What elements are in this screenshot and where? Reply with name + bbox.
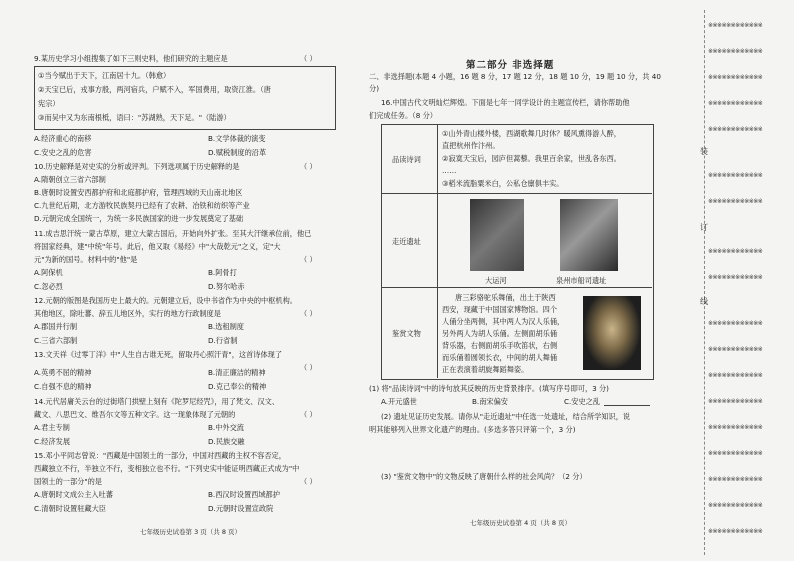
q9-stem: 9.某历史学习小组搜集了如下三则史料，他们研究的主题应是 xyxy=(34,54,228,63)
page-footer-left: 七年级历史试卷第 3 页（共 8 页） xyxy=(140,528,242,536)
q9-option-b: B.文学体裁的演变 xyxy=(208,134,266,143)
q15-option-a: A.唐朝时文成公主入吐蕃 xyxy=(34,490,113,499)
section-instruction-2: 分) xyxy=(369,84,379,93)
q9-source-2b: 宪宗） xyxy=(38,99,60,108)
binding-stars: ※※※※※※※※※※※※ xyxy=(708,502,763,509)
binding-stars: ※※※※※※※※※※※※ xyxy=(708,126,763,133)
q15-option-d: D.元朝时设置宣政院 xyxy=(208,504,274,513)
q15-stem-3: 国领土的一部分"的是 xyxy=(34,477,102,486)
answer-paren: （ ） xyxy=(300,309,317,318)
q15-stem-2: 西藏独立不行，半独立不行，变相独立也不行。"下列史实中能证明西藏正式成为"中 xyxy=(34,464,300,473)
binding-stars: ※※※※※※※※※※※※ xyxy=(708,320,763,327)
q14-option-d: D.民族交融 xyxy=(208,437,245,446)
section-title: 第二部分 非选择题 xyxy=(466,60,555,71)
q13-option-d: D.克己奉公的精神 xyxy=(208,382,267,391)
q9-option-a: A.经济重心的南移 xyxy=(34,134,92,143)
sub1-option-a: A.开元盛世 xyxy=(381,397,417,406)
binding-stars: ※※※※※※※※※※※※ xyxy=(708,198,763,205)
q9-source-3: ③而吴中又为东南根柢，语曰："苏湖熟，天下足。"（陆游） xyxy=(38,113,231,122)
row-label-sites: 走近遗址 xyxy=(392,237,421,246)
answer-paren: （ ） xyxy=(300,54,317,63)
table-divider xyxy=(381,287,652,288)
binding-stars: ※※※※※※※※※※※※ xyxy=(708,274,763,281)
poem-3: ③稻米流脂粟米白，公私仓廪俱丰实。 xyxy=(442,179,564,188)
q12-option-c: C.三省六部制 xyxy=(34,336,78,345)
q12-stem-1: 12.元朝的版图是我国历史上最大的。元朝建立后，设中书省作为中央的中枢机构。 xyxy=(34,296,297,305)
q11-option-a: A.阿保机 xyxy=(34,268,63,277)
q14-option-b: B.中外交流 xyxy=(208,423,244,432)
binding-char-3: 线 xyxy=(700,297,708,306)
q12-option-d: D.行省制 xyxy=(208,336,238,345)
binding-stars: ※※※※※※※※※※※※ xyxy=(708,248,763,255)
relic-desc-2: 西安，现藏于中国国家博物馆。四个 xyxy=(442,305,558,314)
q11-stem-3: 元"为新的国号。材料中的"他"是 xyxy=(34,255,138,264)
tang-sancai-camel-image xyxy=(583,296,641,370)
binding-stars: ※※※※※※※※※※※※ xyxy=(708,528,763,535)
q16-stem-2: 们完成任务。（8 分） xyxy=(369,111,437,120)
relic-desc-1: 唐三彩骆驼乐舞俑，出土于陕西 xyxy=(455,293,556,302)
q10-option-d: D.元朝完成全国统一，为统一多民族国家的进一步发展奠定了基础 xyxy=(34,214,244,223)
poem-1b: 直把杭州作汴州。 xyxy=(442,141,500,150)
relic-desc-6: 而乐俑着圆领长衣，中间的胡人舞俑 xyxy=(442,353,558,362)
binding-stars: ※※※※※※※※※※※※ xyxy=(708,372,763,379)
q11-option-c: C.忽必烈 xyxy=(34,282,63,291)
q13-stem: 13.文天祥《过零丁洋》中"人生自古谁无死，留取丹心照汗青"，这首诗体现了 xyxy=(34,350,283,359)
q14-option-a: A.君主专制 xyxy=(34,423,70,432)
binding-stars: ※※※※※※※※※※※※ xyxy=(708,22,763,29)
relic-desc-3: 人俑分坐两侧，其中两人为汉人乐俑， xyxy=(442,317,565,326)
binding-line xyxy=(704,10,705,555)
q16-stem-1: 16.中国古代文明灿烂辉煌。下面是七年一同学设计的主题宣传栏，请你帮助他 xyxy=(381,98,630,107)
sub1-option-c: C.安史之乱 xyxy=(564,397,601,406)
sub-question-1: (1) 将"品读诗词"中的诗句放其反映的历史背景排序。(填写序号即可，3 分) xyxy=(369,384,609,393)
q11-option-d: D.努尔哈赤 xyxy=(208,282,245,291)
binding-stars: ※※※※※※※※※※※※ xyxy=(708,172,763,179)
binding-stars: ※※※※※※※※※※※※ xyxy=(708,476,763,483)
answer-blank[interactable] xyxy=(604,405,650,406)
binding-stars: ※※※※※※※※※※※※ xyxy=(708,398,763,405)
q14-option-c: C.经济发展 xyxy=(34,437,71,446)
binding-char-2: 订 xyxy=(700,223,708,232)
q15-option-c: C.清朝时设置驻藏大臣 xyxy=(34,504,106,513)
q13-option-a: A.英勇不屈的精神 xyxy=(34,368,92,377)
q15-stem-1: 15.邓小平同志曾说："西藏是中国领土的一部分，中国对西藏的主权不容否定， xyxy=(34,451,286,460)
site-caption-2: 泉州市船司遗址 xyxy=(556,276,607,285)
q12-stem-2: 其他地区，除吐蕃、辞五儿地区外，实行的地方行政制度是 xyxy=(34,309,221,318)
q12-option-a: A.郡国并行制 xyxy=(34,322,78,331)
row-label-relics: 鉴赏文物 xyxy=(392,329,421,338)
sub-question-2-line-2: 明其能够列入世界文化遗产的理由。(多选多答只评第一个，3 分) xyxy=(369,425,576,434)
table-divider xyxy=(437,124,438,378)
q10-option-c: C.九世纪后期，北方游牧民族契丹已经有了农耕、冶铁和纺织等产业 xyxy=(34,201,250,210)
site-caption-1: 大运河 xyxy=(485,276,507,285)
poem-1: ①山外青山楼外楼，西湖歌舞几时休？暖风熏得游人醉， xyxy=(442,129,621,138)
q9-source-1: ①当今赋出于天下，江南居十九。（韩愈） xyxy=(38,71,171,80)
binding-stars: ※※※※※※※※※※※※ xyxy=(708,424,763,431)
q13-option-b: B.清正廉洁的精神 xyxy=(208,368,266,377)
quanzhou-site-image xyxy=(560,199,618,271)
answer-paren: （ ） xyxy=(300,255,317,264)
q11-stem-2: 将国家经典，建"中统"年号。此后，他又取《易经》中"大哉乾元"之义，定"大 xyxy=(34,242,281,251)
grand-canal-image xyxy=(470,199,524,271)
answer-paren: （ ） xyxy=(300,410,317,419)
binding-stars: ※※※※※※※※※※※※ xyxy=(708,450,763,457)
table-divider xyxy=(381,193,652,194)
relic-desc-5: 背乐器，右侧面胡乐手吹笛状，右侧 xyxy=(442,341,558,350)
q10-option-b: B.唐朝时设置安西都护府和北庭都护府，管理西域的天山南北地区 xyxy=(34,188,243,197)
q9-source-2: ②天宝已后，戎事方殷，两河宿兵，户赋不入，军国费用，取资江淮。（唐 xyxy=(38,85,271,94)
answer-paren: （ ） xyxy=(300,477,317,486)
binding-stars: ※※※※※※※※※※※※ xyxy=(708,74,763,81)
q11-option-b: B.阿骨打 xyxy=(208,268,237,277)
q10-option-a: A.隋朝创立三省六部制 xyxy=(34,175,106,184)
relic-desc-7: 正在表演着胡旋舞蹈舞姿。 xyxy=(442,365,529,374)
sub-question-3: (3) "鉴赏文物中"的文物反映了唐朝什么样的社会风尚？（2 分） xyxy=(381,472,587,481)
answer-paren: （ ） xyxy=(300,162,317,171)
poem-2: ②寂寞天宝后，园庐但蒿藜。我里百余家，世乱各东西。 xyxy=(442,154,621,163)
binding-stars: ※※※※※※※※※※※※ xyxy=(708,100,763,107)
q14-stem-2: 藏文、八思巴文、维吾尔文等五种文字。这一现象体现了元朝的 xyxy=(34,410,236,419)
q14-stem-1: 14.元代居庸关云台的过街塔门拱壁上刻有《陀罗尼经咒》，用了梵文、汉文、 xyxy=(34,397,280,406)
q12-option-b: B.选租制度 xyxy=(208,322,244,331)
binding-char-1: 装 xyxy=(700,147,708,156)
answer-paren: （ ） xyxy=(300,363,317,372)
binding-stars: ※※※※※※※※※※※※ xyxy=(708,346,763,353)
binding-stars: ※※※※※※※※※※※※ xyxy=(708,48,763,55)
relic-desc-4: 另外两人为胡人乐俑。左侧面胡乐俑 xyxy=(442,329,558,338)
row-label-poems: 品读诗词 xyxy=(392,155,421,164)
q13-option-c: C.自强不息的精神 xyxy=(34,382,92,391)
page-footer-right: 七年级历史试卷第 4 页（共 8 页） xyxy=(470,519,572,527)
sub-question-2-line-1: (2) 遗址见证历史发展。请你从"走近遗址"中任选一处遗址，结合所学知识，说 xyxy=(381,412,631,421)
section-instruction: 二、非选择题(本题 4 小题，16 题 8 分，17 题 12 分，18 题 10 分，19 题 10 分，共 40 xyxy=(369,72,661,81)
q15-option-b: B.西汉时设置西域都护 xyxy=(208,490,280,499)
sub1-option-b: B.南宋偏安 xyxy=(472,397,508,406)
q9-option-c: C.安史之乱的危害 xyxy=(34,148,92,157)
q9-option-d: D.赋税制度的沿革 xyxy=(208,148,267,157)
q11-stem-1: 11.成吉思汗统一蒙古草原，建立大蒙古国后，开始向外扩张。至其大汗继承位前，他已 xyxy=(34,229,312,238)
poem-2b: …… xyxy=(442,166,457,175)
q10-stem: 10.历史解释是对史实的分析或评判。下列选项属于历史解释的是 xyxy=(34,162,240,171)
